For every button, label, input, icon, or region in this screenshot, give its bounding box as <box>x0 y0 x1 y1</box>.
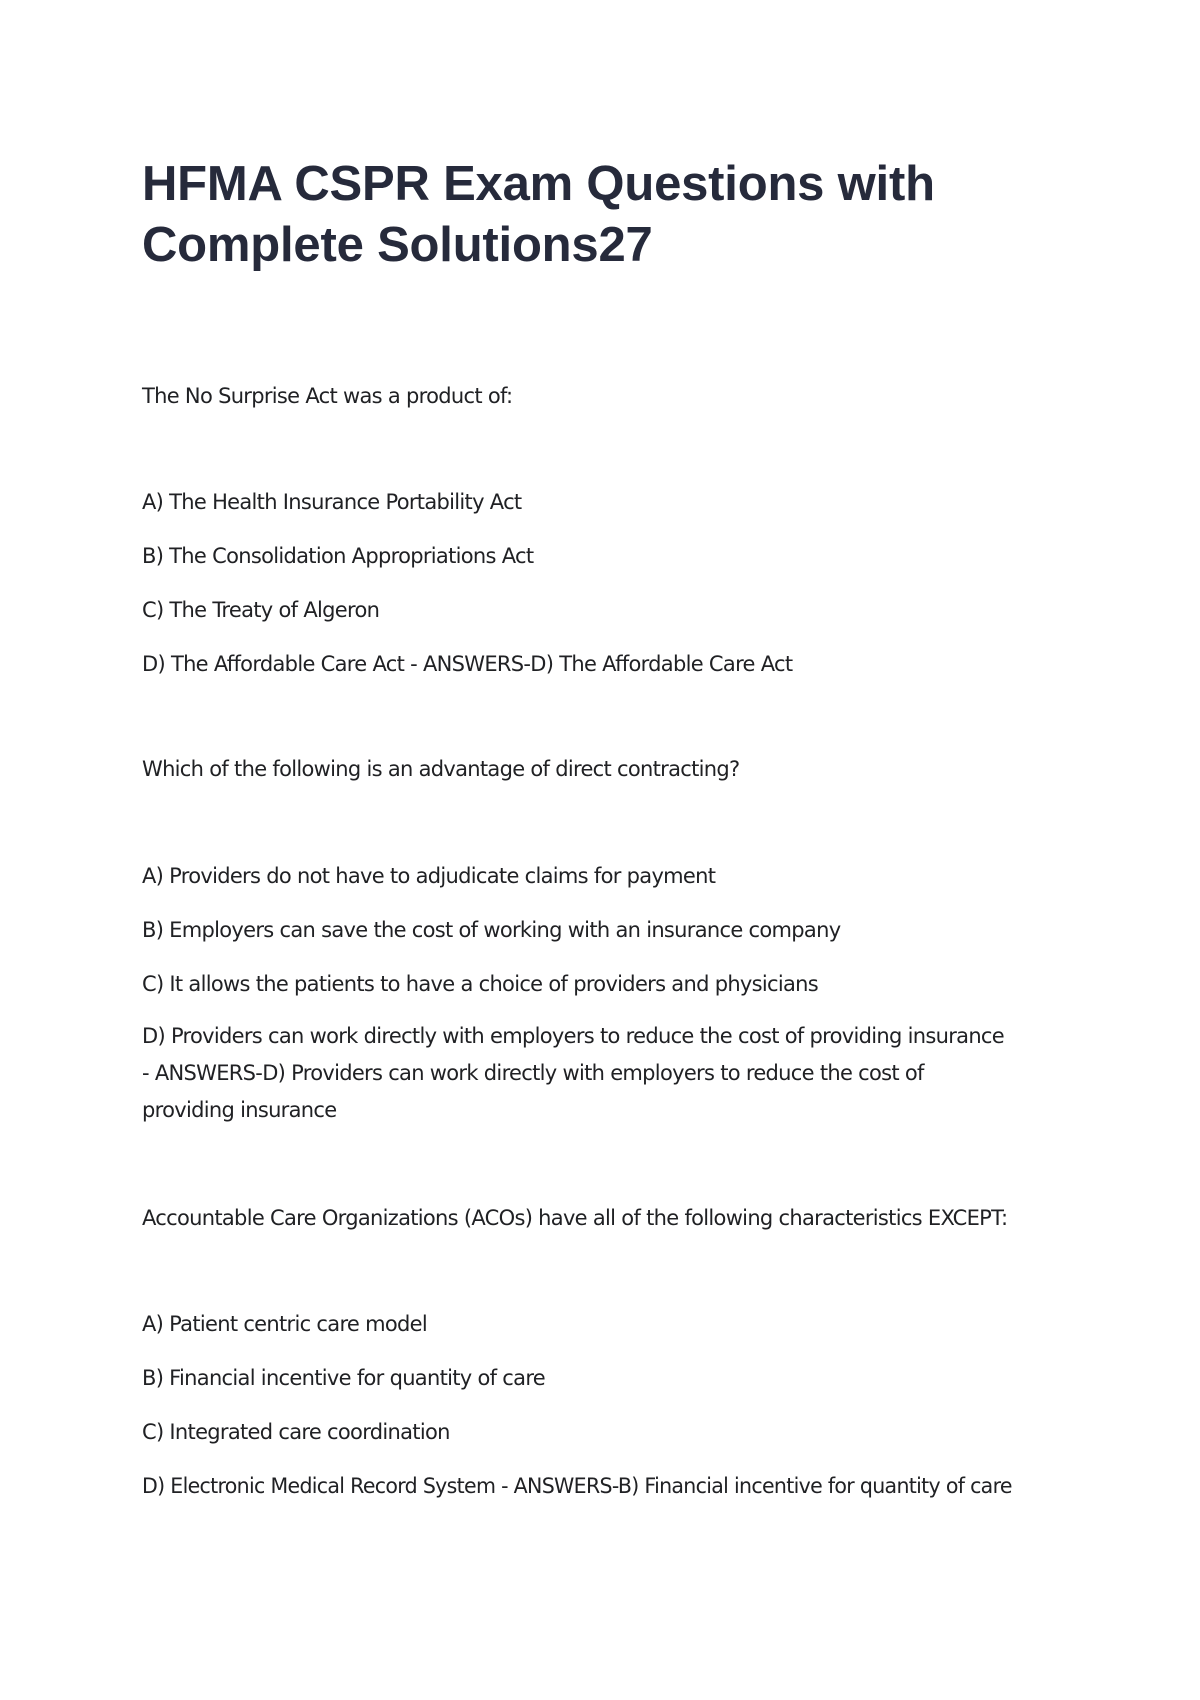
question-1-option-b: B) The Consolidation Appropriations Act <box>142 544 534 568</box>
question-1-option-d: D) The Affordable Care Act - ANSWERS-D) The Affordable Care Act <box>142 652 793 676</box>
question-3-option-a: A) Patient centric care model <box>142 1312 427 1336</box>
question-1-option-a: A) The Health Insurance Portability Act <box>142 490 522 514</box>
question-3-option-d: D) Electronic Medical Record System - ANSWERS-B) Financial incentive for quantity of care <box>142 1474 1012 1498</box>
question-1-prompt: The No Surprise Act was a product of: <box>142 384 513 408</box>
document-title: HFMA CSPR Exam Questions with Complete Solutions27 <box>142 157 935 272</box>
question-2-option-a: A) Providers do not have to adjudicate claims for payment <box>142 864 716 888</box>
question-1-option-c: C) The Treaty of Algeron <box>142 598 380 622</box>
question-2-option-c: C) It allows the patients to have a choice of providers and physicians <box>142 972 819 996</box>
question-3-option-c: C) Integrated care coordination <box>142 1420 450 1444</box>
question-3-option-b: B) Financial incentive for quantity of care <box>142 1366 546 1390</box>
question-2-option-d: D) Providers can work directly with employers to reduce the cost of providing insurance - ANSWERS-D) Providers can work directly with employers to reduce the cost of providing insurance <box>142 1024 1004 1122</box>
question-3-prompt: Accountable Care Organizations (ACOs) have all of the following characteristics EXCEPT: <box>142 1206 1008 1230</box>
question-2-prompt: Which of the following is an advantage of direct contracting? <box>142 757 740 781</box>
question-2-option-b: B) Employers can save the cost of working with an insurance company <box>142 918 841 942</box>
